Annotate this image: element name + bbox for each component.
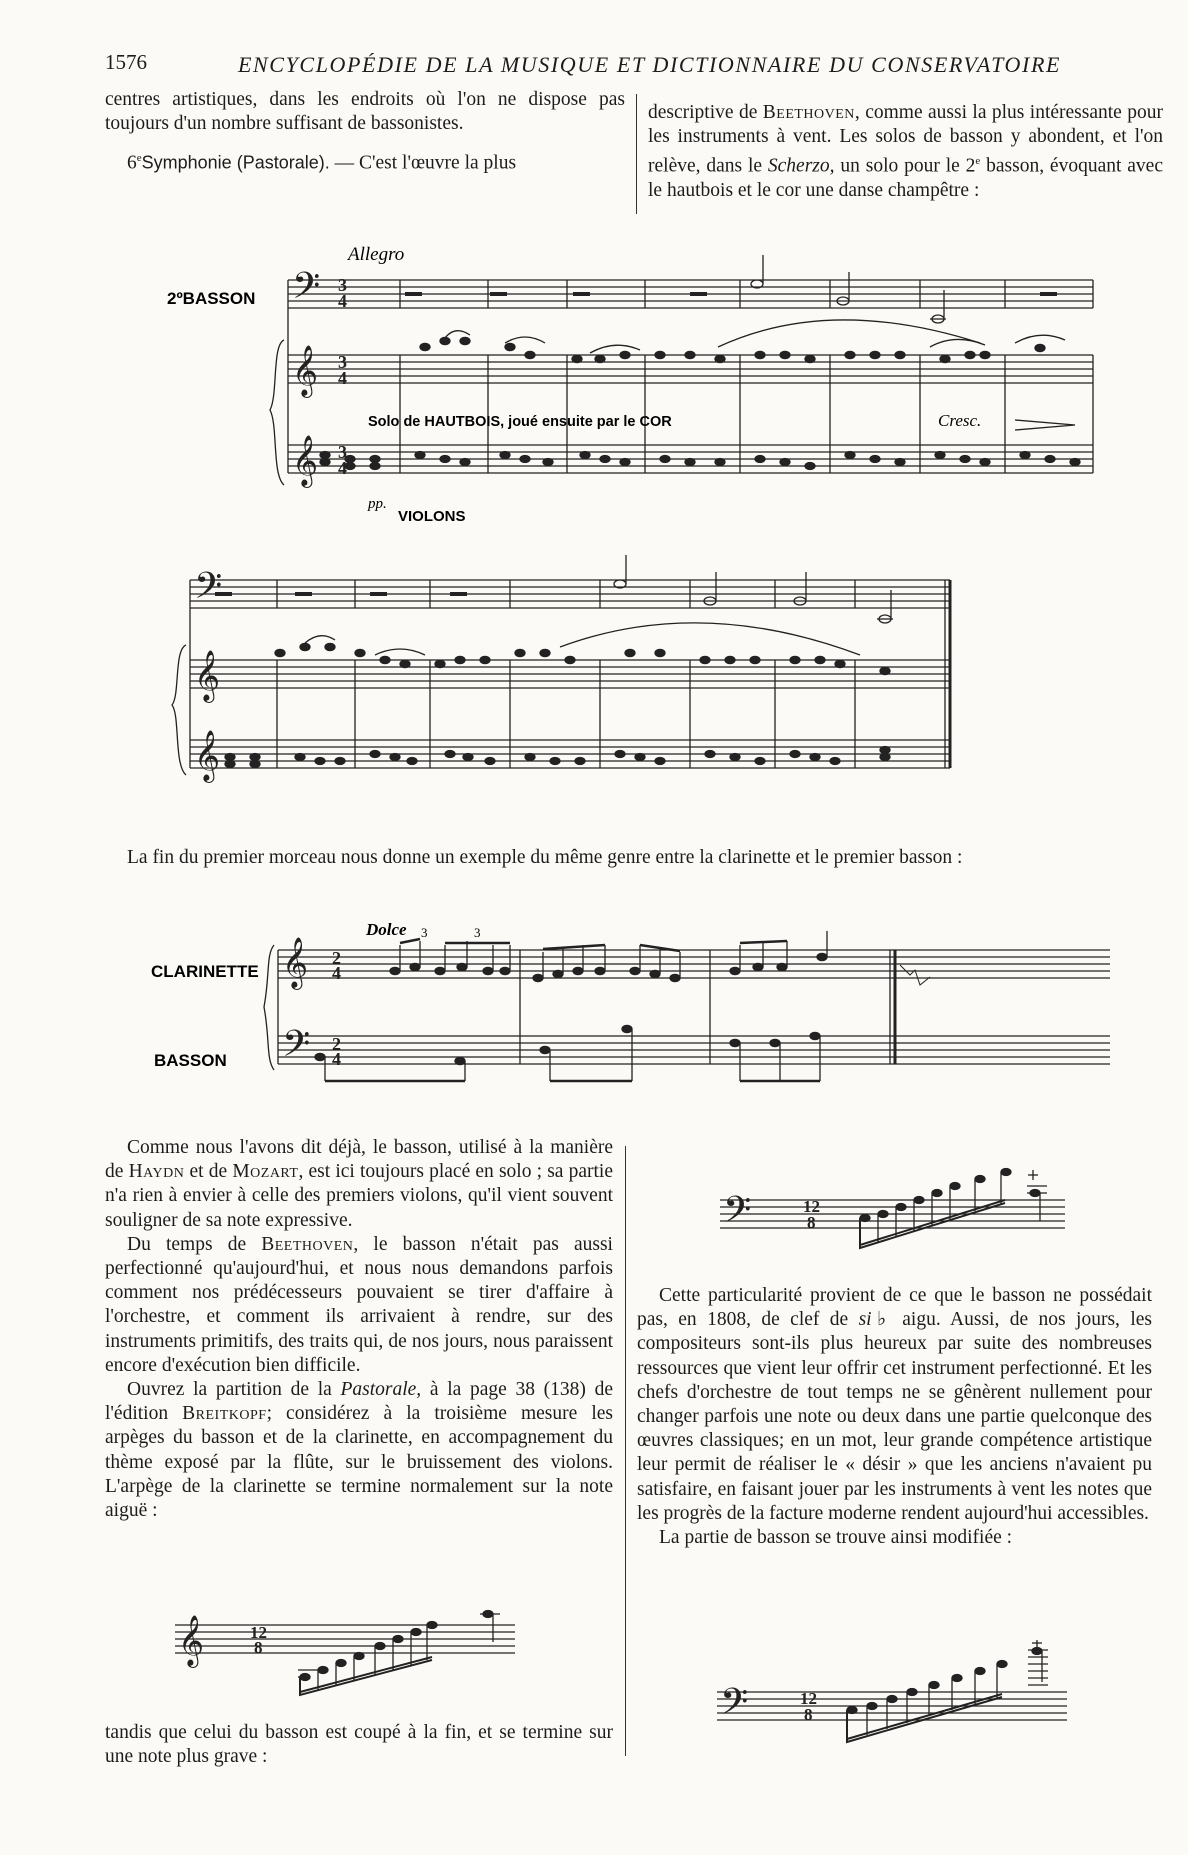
treble-clef-1: 𝄞 [292, 346, 319, 395]
bass-clef-basson: 𝄢 [282, 1024, 311, 1073]
label-2e-basson: 2ºBASSON [167, 289, 256, 308]
mid-paragraph: La fin du premier morceau nous donne un exemple du même genre entre la clarinette et le premier basson : [127, 847, 963, 868]
bottom-right-p1 [637, 1284, 1152, 1526]
meter-top-2: 3 [338, 352, 347, 372]
meter-ex2-top: 12 [803, 1197, 820, 1216]
bottom-left-p3 [105, 1378, 613, 1523]
treble-clef-2b: 𝄞 [194, 731, 221, 780]
bass-clef-ex2: 𝄢 [723, 1190, 752, 1239]
column-divider-top [636, 94, 637, 214]
meter-ex2-bottom: 8 [807, 1213, 816, 1232]
symphony-title: Symphonie (Pastorale). [141, 152, 330, 173]
meter-ex1-top: 12 [250, 1623, 267, 1642]
text-run: ; considérez à la troisième mesure les arpèges du basson et de la clarinette, en accompagnement du thème exposé par la flûte, sur le bruissement des violons. L'arpège de la clarinette se termine normalement sur la note aiguë : [105, 1403, 613, 1522]
scherzo-word: Scherzo, [767, 155, 835, 177]
top-right-column [648, 101, 1163, 203]
meter-top-3: 3 [338, 442, 347, 462]
meter-ex1-bottom: 8 [254, 1638, 263, 1657]
solo-hautbois-text: Solo de HAUTBOIS, joué ensuite par le COR [368, 414, 672, 430]
bottom-left-p4: tandis que celui du basson est coupé à la fin, et se termine sur une note plus grave : [105, 1722, 613, 1768]
cresc-mark: Cresc. [938, 411, 982, 430]
meter-bass-bottom: 4 [332, 1049, 341, 1069]
text-run: , le basson n'était pas aussi perfectionné qu'aujourd'hui, et nous nous demandons parfois comment nos prédécesseurs pouvaient se tirer d'affaire à l'orchestre, et comment ils arrivaient à rendre, sur des instruments primitifs, des traits qui, de nos jours, nous paraissent encore d'exécution bien difficile. [105, 1233, 613, 1376]
triplet-mark-2: 3 [474, 925, 481, 940]
meter-clar-top: 2 [332, 948, 341, 968]
bottom-left-p2 [105, 1233, 613, 1378]
dolce-mark: Dolce [366, 920, 407, 939]
text-run: et de [184, 1161, 233, 1183]
bottom-left-p1 [105, 1136, 613, 1233]
page-number: 1576 [105, 50, 147, 74]
symphony-after: — C'est l'œuvre la plus [329, 152, 517, 174]
text-run: , est ici toujours placé en solo ; sa partie n'a rien à envier à celle des premiers violons, qu'il vient souvent souligner de sa note expressive. [105, 1161, 614, 1231]
treble-clef-clarinette: 𝄞 [282, 938, 309, 987]
example-clarinet-arpeggio [170, 1600, 550, 1700]
label-basson: BASSON [154, 1051, 227, 1070]
column-divider-bottom [625, 1146, 626, 1756]
text-run: aigu. Aussi, de nos jours, les compositeurs sont-ils plus heureux par suite des nombreuses ressources que vient leur offrir cet instrument perfectionné. Et les chefs d'orchestre de tout temps ne se gênèrent nullement pour changer parfois une note ou deux dans une partie quelconque des œuvres classiques; en un mot, leur grande compétence artistique leur permit de réaliser le « désir » que les anciens n'avaient pu satisfaire, en faisant jouer par les instruments à vent les notes que les progrès de la facture moderne rendent aujourd'hui accessibles. [637, 1309, 1152, 1524]
meter-bass-top: 2 [332, 1034, 341, 1054]
si-flat: si♭ [858, 1309, 892, 1331]
bottom-right-column [637, 1284, 1152, 1550]
meter-bottom-1: 4 [338, 291, 347, 311]
text-run: descriptive de [648, 102, 763, 123]
bottom-left-column [105, 1136, 613, 1523]
bass-clef-2: 𝄢 [194, 566, 223, 615]
triplet-mark-1: 3 [421, 925, 428, 940]
meter-ex3-top: 12 [800, 1689, 817, 1708]
running-title: ENCYCLOPÉDIE DE LA MUSIQUE ET DICTIONNAIRE DU CONSERVATOIRE [238, 52, 1062, 77]
name-breitkopf: Breitkopf [182, 1403, 267, 1425]
dynamic-pp: pp. [368, 496, 387, 512]
top-left-column [105, 88, 625, 176]
text-run: Comme nous l'avons dit déjà, le basson, utilisé à la manière de [105, 1137, 613, 1183]
treble-clef-1b: 𝄞 [292, 436, 319, 485]
text-run: Cette particularité provient de ce que le basson ne possédait pas, en 1808, de clef de [637, 1285, 1152, 1331]
treble-clef-ex1: 𝄞 [178, 1616, 205, 1665]
label-violons: VIOLONS [398, 508, 466, 525]
label-clarinette: CLARINETTE [151, 962, 259, 981]
meter-bottom-2: 4 [338, 368, 347, 388]
text-run: à la page 38 (138) de l'édition [105, 1379, 613, 1425]
top-right-paragraph [648, 101, 1163, 203]
score-pastorale [0, 235, 1188, 835]
bass-clef-ex3: 𝄢 [720, 1682, 749, 1731]
pastorale-word: Pastorale, [340, 1379, 422, 1401]
tempo-allegro: Allegro [348, 244, 405, 265]
meter-bottom-3: 4 [338, 458, 347, 478]
symphony-heading-line [105, 146, 625, 176]
bass-clef-1: 𝄢 [292, 266, 321, 315]
text-run: basson, évoquant avec le hautbois et le cor une danse champêtre : [648, 155, 1163, 202]
text-run: Ouvrez la partition de la [127, 1379, 341, 1401]
treble-clef-2: 𝄞 [194, 651, 221, 700]
text-run: un solo pour le 2 [834, 155, 976, 177]
meter-top-1: 3 [338, 275, 347, 295]
name-mozart: Mozart [232, 1161, 299, 1183]
example-bassoon-arpeggio [715, 1163, 1075, 1273]
bottom-right-p2: La partie de basson se trouve ainsi modifiée : [659, 1527, 1013, 1549]
meter-ex3-bottom: 8 [804, 1705, 813, 1724]
symphony-number-sup: e [136, 152, 142, 165]
text-run: , comme aussi la plus intéressante pour les instruments à vent. Les solos de basson y abondent, et l'on relève, dans le [648, 102, 1163, 177]
name-beethoven: Beethoven [762, 102, 855, 123]
top-left-continuation: centres artistiques, dans les endroits où l'on ne dispose pas toujours d'un nombre suffisant de bassonistes. [105, 89, 625, 135]
sup-e: e [975, 155, 981, 168]
score-clarinet-bassoon [0, 915, 1188, 1115]
text-run: Du temps de [127, 1233, 262, 1255]
name-haydn: Haydn [128, 1161, 185, 1183]
symphony-number: 6 [127, 152, 137, 174]
meter-clar-bottom: 4 [332, 963, 341, 983]
example-bassoon-modified [712, 1640, 1072, 1750]
name-beethoven-2: Beethoven [261, 1233, 354, 1255]
